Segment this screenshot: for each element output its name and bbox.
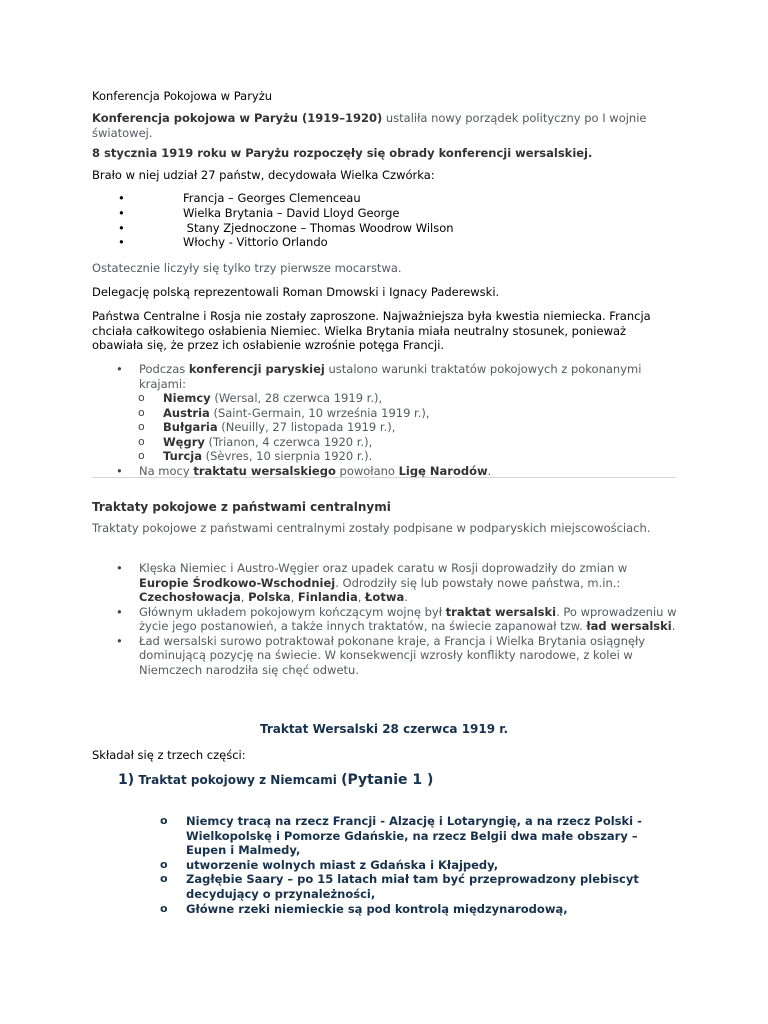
list-item: o Główne rzeki niemieckie są pod kontrolą międzynarodową, bbox=[160, 901, 568, 916]
bullet-icon: • bbox=[118, 205, 125, 220]
part1-heading: 1) Traktat pokojowy z Niemcami (Pytanie 1 ) bbox=[118, 772, 434, 788]
list-item: • Na mocy traktatu wersalskiego powołano Ligę Narodów. bbox=[116, 463, 492, 478]
participants-line: Brało w niej udział 27 państw, decydowała Wielka Czwórka: bbox=[92, 168, 435, 182]
list-item: o Zagłębie Saary – po 15 latach miał tam być przeprowadzony plebiscyt decydujący o przynależności, bbox=[160, 872, 639, 901]
sub-bullet-icon: o bbox=[160, 814, 168, 827]
sub-bullet-icon: o bbox=[160, 872, 168, 886]
intro-paragraph bbox=[92, 111, 678, 140]
sub-bullet-icon: o bbox=[138, 405, 145, 419]
sub-list-item: o Niemcy (Wersal, 28 czerwca 1919 r.), bbox=[138, 391, 383, 405]
sub-list-item: o Turcja (Sèvres, 10 sierpnia 1920 r.). bbox=[138, 449, 373, 463]
list-item: • Podczas konferencji paryskiej ustalono warunki traktatów pokojowych z pokonanymi krajami: o Niemcy (Wersal, 28 czerwca 1919 r.), o Austria (Saint-Germain, 10 września 1919 r.), o Bułgaria (Neuilly, 27 listopada 1919 r.), o Węgry (Trianon, 4 czerwca 1920 r.), o Turcja (Sèvres, 10 sierpnia 1920 r.). bbox=[116, 362, 678, 464]
sub-list-item: o Węgry (Trianon, 4 czerwca 1920 r.), bbox=[138, 434, 373, 449]
sub-bullet-icon: o bbox=[160, 901, 168, 915]
section-heading: Traktaty pokojowe z państwami centralnymi bbox=[92, 500, 391, 514]
german-question: Państwa Centralne i Rosja nie zostały zaproszone. Najważniejsza była kwestia niemiecka. Francja chciała całkowitego osłabienia Niemiec. Wielka Brytania miała neutralny stosunek, ponieważ obawiała się, że przez ich osłabienie wzrośnie potęga Francji. bbox=[92, 309, 651, 352]
sub-list-item: o Austria (Saint-Germain, 10 września 1919 r.), bbox=[138, 405, 430, 420]
powers-note: Ostatecznie liczyły się tylko trzy pierwsze mocarstwa. bbox=[92, 261, 402, 275]
sub-bullet-icon: o bbox=[138, 391, 145, 404]
document-page: Konferencja Pokojowa w Paryżu Konferencja pokojowa w Paryżu (1919–1920) ustaliła nowy porządek polityczny po I wojnie światowej. 8 stycznia 1919 roku w Paryżu rozpoczęły się obrady konferencji wersalskiej. Brało w niej udział 27 państw, decydowała Wielka Czwórka: • Francja – Georges Clemenceau • Wielka Brytania – David Lloyd George • Stany Zjednoczone – Thomas Woodrow Wilson • Włochy - Vittorio Orlando Ostatecznie liczyły się tylko trzy pierwsze mocarstwa. Delegację polską reprezentowali Roman Dmowski i Ignacy Paderewski. Państwa Centralne i Rosja nie zostały zaproszone. Najważniejsza była kwestia niemiecka. Francja chciała całkowitego osłabienia Niemiec. Wielka Brytania miała neutralny stosunek, ponieważ obawiała się, że przez ich osłabienie wzrośnie potęga Francji. • Podczas konferencji paryskiej ustalono warunki traktatów pokojowych z pokonanymi krajami: o Niemcy (Wersal, 28 czerwca 1919 r.), o Austria (Saint-Germain, 10 września 1919 r.), o Bułgaria (Neuilly, 27 listopada 1919 r.), o Węgry (Trianon, 4 czerwca 1920 r.), o Turcja (Sèvres, 10 sierpnia 1920 r.). • Na mocy traktatu wersalskiego powołano Ligę Narodów. Traktaty pokojowe z państwami centralnymi Traktaty pokojowe z państwami centralnymi zostały podpisane w podparyskich miejscowościach. • Klęska Niemiec i Austro-Węgier oraz upadek caratu w Rosji doprowadziły do zmian w Europie Środkowo-Wschodniej. Odrodziły się lub powstały nowe państwa, m.in.: Czechosłowacja, Polska, Finlandia, Łotwa. • Głównym układem pokojowym kończącym wojnę był traktat wersalski. Po wprowadzeniu w życie jego postanowień, a także innych traktatów, na świecie zapanował tzw. ład wersalski. • Ład wersalski surowo potraktował pokonane kraje, a Francja i Wielka Brytania osiągnęły dominującą pozycję na świecie. W konsekwencji wzrosły konflikty narodowe, z kolei w Niemczech narodziła się chęć odwetu. Traktat Wersalski 28 czerwca 1919 r. Składał się z trzech części: 1) Traktat pokojowy z Niemcami (Pytanie 1 ) o Niemcy tracą na rzecz Francji - Alzację i Lotaryngię, a na rzecz Polski - Wielkopolskę i Pomorze Gdańskie, na rzecz Belgii dwa małe obszary – Eupen i Malmedy, o utworzenie wolnych miast z Gdańska i Kłajpedy, o Zagłębie Saary – po 15 latach miał tam być przeprowadzony plebiscyt decydujący o przynależności, o Główne rzeki niemieckie są pod kontrolą międzynarodową, bbox=[0, 0, 768, 1024]
bullet-icon: • bbox=[118, 220, 125, 235]
list-item: o utworzenie wolnych miast z Gdańska i Kłajpedy, bbox=[160, 857, 499, 872]
bullet-icon: • bbox=[116, 604, 123, 619]
bullet-icon: • bbox=[116, 633, 123, 648]
section-divider bbox=[92, 477, 676, 478]
bullet-icon: • bbox=[116, 561, 123, 575]
list-item: • Ład wersalski surowo potraktował pokonane kraje, a Francja i Wielka Brytania osiągnęły dominującą pozycję na świecie. W konsekwencji wzrosły konflikty narodowe, z kolei w Niemczech narodziła się chęć odwetu. bbox=[116, 633, 646, 677]
bullet-icon: • bbox=[118, 235, 125, 250]
sub-bullet-icon: o bbox=[160, 857, 168, 871]
part1-list bbox=[160, 814, 676, 916]
section-text: Traktaty pokojowe z państwami centralnymi zostały podpisane w podparyskich miejscowościach. bbox=[92, 521, 651, 535]
document-title: Konferencja Pokojowa w Paryżu bbox=[92, 89, 273, 103]
bullet-icon: • bbox=[118, 191, 125, 205]
bullet-icon: • bbox=[116, 362, 123, 376]
sub-list-item: o Bułgaria (Neuilly, 27 listopada 1919 r.), bbox=[138, 420, 396, 434]
list-item: o Niemcy tracą na rzecz Francji - Alzację i Lotaryngię, a na rzecz Polski - Wielkopolskę i Pomorze Gdańskie, na rzecz Belgii dwa małe obszary – Eupen i Malmedy, bbox=[160, 814, 642, 858]
sub-bullet-icon: o bbox=[138, 449, 145, 462]
list-item: • Głównym układem pokojowym kończącym wojnę był traktat wersalski. Po wprowadzeniu w życie jego postanowień, a także innych traktatów, na świecie zapanował tzw. ład wersalski. bbox=[116, 604, 677, 633]
list-item: • Klęska Niemiec i Austro-Węgier oraz upadek caratu w Rosji doprowadziły do zmian w Europie Środkowo-Wschodniej. Odrodziły się lub powstały nowe państwa, m.in.: Czechosłowacja, Polska, Finlandia, Łotwa. bbox=[116, 561, 628, 604]
parts-intro: Składał się z trzech części: bbox=[92, 748, 246, 762]
sub-bullet-icon: o bbox=[138, 434, 145, 448]
date-line: 8 stycznia 1919 roku w Paryżu rozpoczęły się obrady konferencji wersalskiej. bbox=[92, 146, 593, 160]
intro-rest: ustaliła nowy porządek polityczny po I wojnie światowej. bbox=[92, 111, 647, 140]
treaties-list bbox=[116, 362, 678, 478]
intro-bold: Konferencja pokojowa w Paryżu (1919–1920) bbox=[92, 111, 383, 125]
sub-bullet-icon: o bbox=[138, 420, 145, 433]
effects-list bbox=[116, 561, 678, 677]
polish-delegation: Delegację polską reprezentowali Roman Dmowski i Ignacy Paderewski. bbox=[92, 285, 500, 299]
bullet-icon: • bbox=[116, 463, 123, 478]
versailles-heading: Traktat Wersalski 28 czerwca 1919 r. bbox=[259, 722, 509, 736]
